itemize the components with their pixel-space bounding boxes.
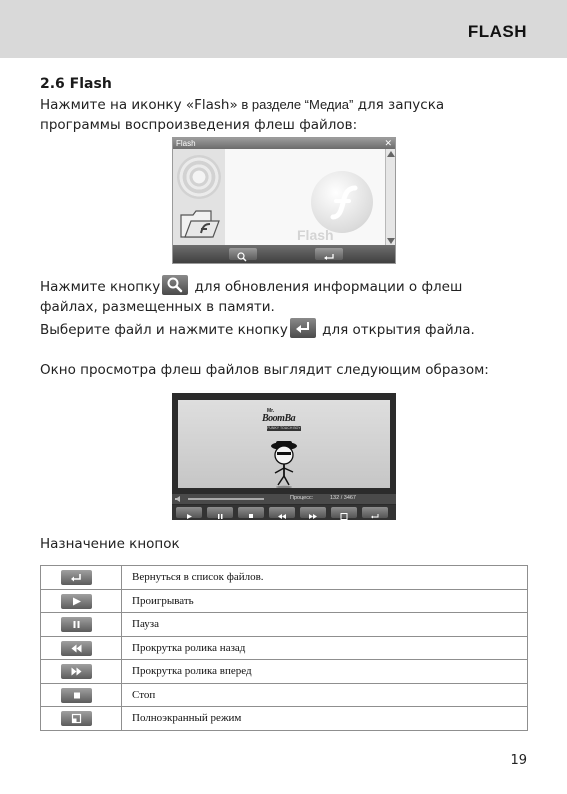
buttons-heading: Назначение кнопок: [40, 536, 180, 552]
stop-icon: [61, 688, 92, 703]
player-video-area: [178, 400, 390, 488]
player-rewind-button: [269, 507, 295, 518]
refresh-after: для обновления информации о флеш: [190, 279, 463, 295]
inline-search-button: [162, 275, 188, 295]
return-button-sample: [61, 570, 92, 585]
button-description: Проигрывать: [122, 589, 528, 613]
player-play-button: [176, 507, 202, 518]
refresh-instruction: [40, 275, 462, 317]
open-instruction: [40, 318, 475, 340]
refresh-before: Нажмите кнопку: [40, 279, 161, 295]
fullscreen-icon: [61, 711, 92, 726]
table-row: [41, 707, 528, 731]
rewind-icon: [269, 511, 295, 522]
button-description: Пауза: [122, 613, 528, 637]
play-icon: [176, 511, 202, 522]
table-row: [41, 636, 528, 660]
buttons-table: [40, 565, 528, 731]
close-icon: ✕: [384, 138, 392, 148]
open-before: Выберите файл и нажмите кнопку: [40, 322, 288, 338]
flash-logo-watermark-icon: [311, 171, 373, 233]
enter-icon: [315, 251, 343, 263]
browser-toolbar: [173, 245, 395, 263]
rewind-icon: [61, 641, 92, 656]
pause-button-sample: [61, 617, 92, 632]
header-title: FLASH: [467, 22, 527, 41]
player-status-bar: [172, 494, 396, 504]
button-description: Прокрутка ролика вперед: [122, 660, 528, 684]
browser-file-area: [225, 149, 387, 246]
refresh-line2: файлах, размещенных в памяти.: [40, 299, 275, 315]
window-title: Flash: [176, 139, 196, 148]
button-description: Полноэкранный режим: [122, 707, 528, 731]
inline-enter-button: [290, 318, 316, 338]
scrollbar: [385, 149, 395, 246]
folder-icon: [179, 205, 221, 241]
player-controls: [172, 505, 396, 520]
open-after: для открытия файла.: [317, 322, 475, 338]
forward-button-sample: [61, 664, 92, 679]
flash-player-screenshot: [172, 393, 396, 520]
flash-browser-screenshot: [172, 137, 396, 264]
table-row: [41, 613, 528, 637]
fullscreen-icon: [331, 511, 357, 522]
dotted-circle-decoration: [177, 155, 221, 199]
stop-button-sample: [61, 688, 92, 703]
button-description: Прокрутка ролика назад: [122, 636, 528, 660]
search-icon: [165, 276, 185, 294]
table-row: [41, 566, 528, 590]
button-description: Вернуться в список файлов.: [122, 566, 528, 590]
fast-forward-icon: [61, 664, 92, 679]
page-number: 19: [510, 753, 527, 768]
pause-icon: [207, 511, 233, 522]
return-icon: [362, 511, 388, 522]
return-icon: [61, 570, 92, 585]
brand-tagline: FUNKY TOUCH BOY: [267, 426, 301, 430]
button-description: Стоп: [122, 683, 528, 707]
browser-sidebar: [173, 149, 225, 246]
section-title: 2.6 Flash: [40, 76, 112, 92]
play-icon: [61, 594, 92, 609]
search-icon: [229, 251, 257, 263]
fullscreen-button-sample: [61, 711, 92, 726]
brand-logo: BoomBa: [262, 413, 296, 424]
player-pause-button: [207, 507, 233, 518]
fast-forward-icon: [300, 511, 326, 522]
brand-prefix: Mr.: [267, 408, 275, 414]
intro-line2: программы воспроизведения флеш файлов:: [40, 117, 358, 133]
intro-paragraph: [40, 95, 444, 135]
progress-value: 132 / 3467: [330, 495, 356, 501]
open-file-button: [315, 248, 343, 260]
player-forward-button: [300, 507, 326, 518]
player-return-button: [362, 507, 388, 518]
viewer-intro: Окно просмотра флеш файлов выглядит следующим образом:: [40, 362, 489, 378]
play-button-sample: [61, 594, 92, 609]
intro-line1-a: Нажмите на иконку «Flash»: [40, 97, 238, 113]
window-titlebar: [173, 138, 395, 149]
volume-icon: [175, 496, 183, 502]
table-row: [41, 683, 528, 707]
intro-line1-c: для запуска: [353, 97, 445, 113]
stop-icon: [238, 511, 264, 522]
enter-icon: [293, 319, 313, 337]
seek-bar: [188, 498, 264, 500]
pause-icon: [61, 617, 92, 632]
flash-watermark-text: Flash: [297, 227, 334, 243]
player-fullscreen-button: [331, 507, 357, 518]
player-stop-button: [238, 507, 264, 518]
intro-line1-b: в разделе “Медиа”: [237, 97, 354, 112]
cartoon-character-icon: [266, 440, 302, 488]
table-row: [41, 660, 528, 684]
progress-label: Процесс:: [290, 495, 314, 501]
table-row: [41, 589, 528, 613]
refresh-button: [229, 248, 257, 260]
rewind-button-sample: [61, 641, 92, 656]
